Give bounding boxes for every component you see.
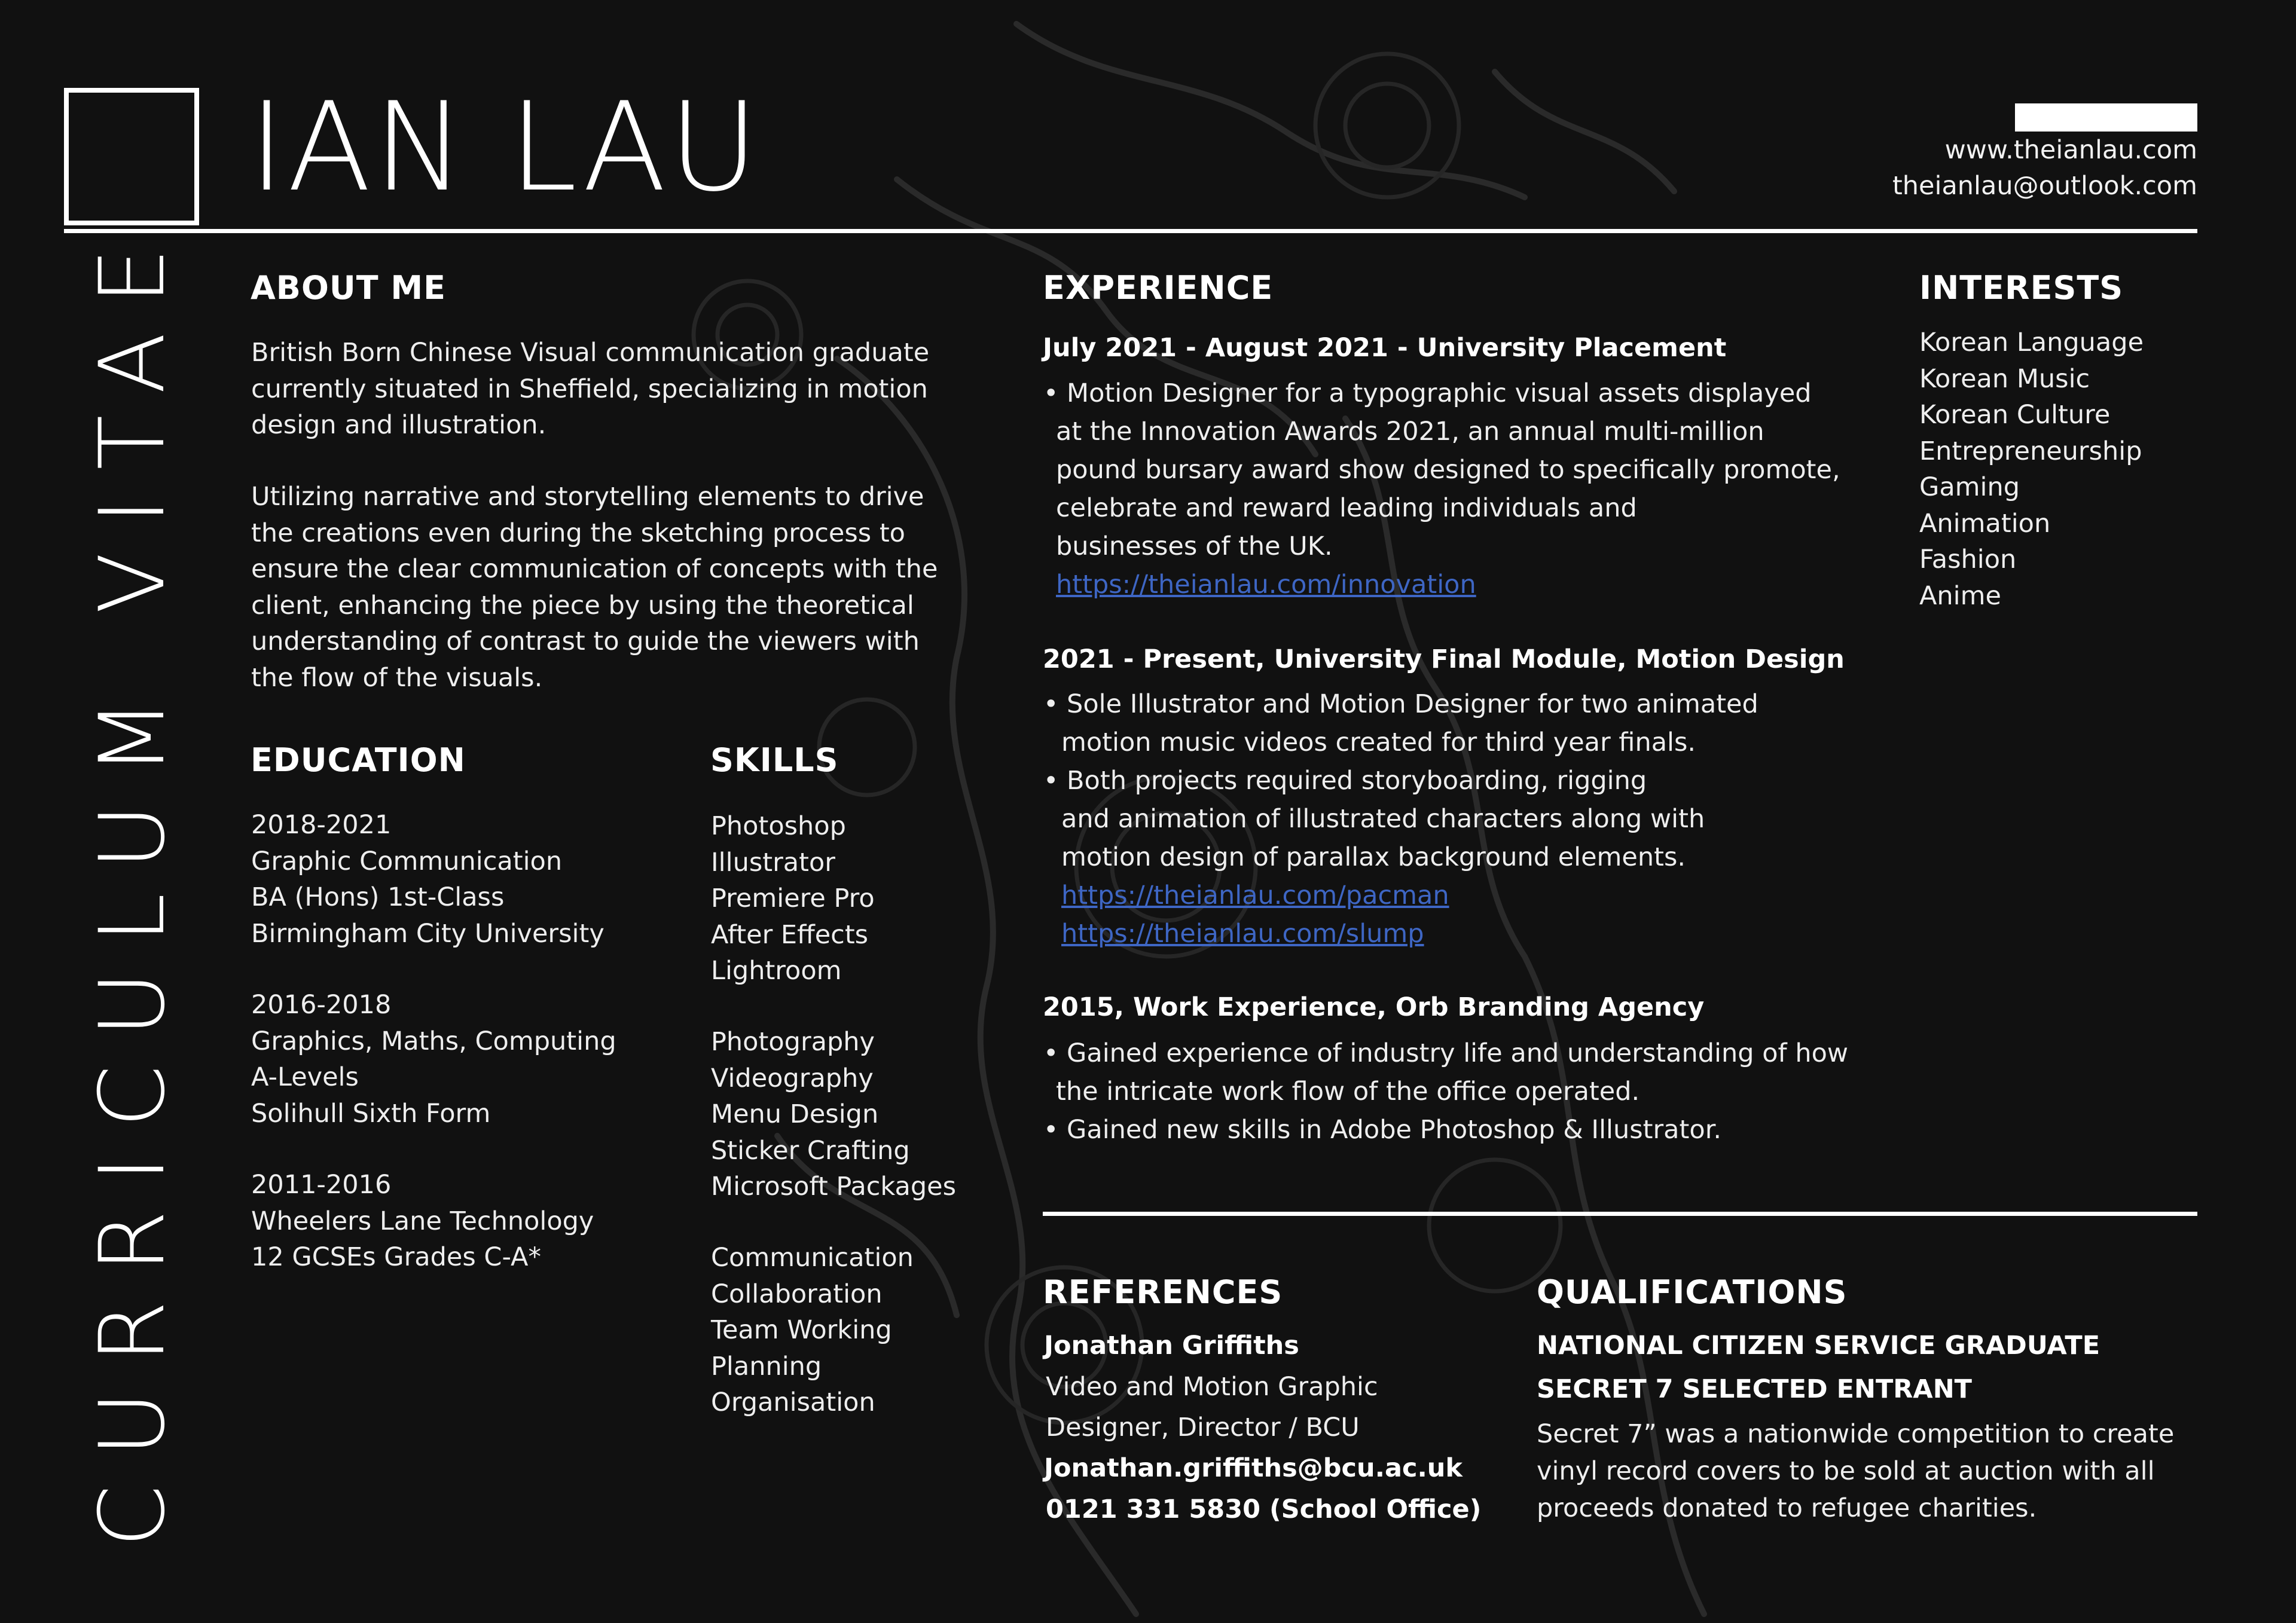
education-entry xyxy=(251,807,604,952)
text-line: understanding of contrast to guide the viewers with xyxy=(251,626,920,656)
skill-item: Organisation xyxy=(711,1387,875,1417)
interest-item: Korean Language xyxy=(1919,328,2144,357)
job-line: motion music videos created for third year finals. xyxy=(1061,728,1696,757)
interest-item: Animation xyxy=(1919,508,2051,539)
education-line: Graphics, Maths, Computing xyxy=(251,1026,616,1056)
reference-email[interactable]: Jonathan.griffiths@bcu.ac.uk xyxy=(1044,1453,1463,1483)
job-title: July 2021 - August 2021 - University Placement xyxy=(1043,333,1727,363)
job-line: • Gained new skills in Adobe Photoshop & Illustrator. xyxy=(1043,1115,1722,1145)
job-line: and animation of illustrated characters along with xyxy=(1061,804,1705,834)
references-heading: REFERENCES xyxy=(1043,1273,1283,1311)
qualification-title: SECRET 7 SELECTED ENTRANT xyxy=(1537,1374,1973,1404)
education-line: Graphic Communication xyxy=(251,846,563,876)
vertical-title-text: CURRICULUM VITAE xyxy=(81,219,185,1548)
qualification-title: NATIONAL CITIZEN SERVICE GRADUATE xyxy=(1537,1331,2100,1361)
contact-bar xyxy=(2015,103,2197,132)
reference-role: Video and Motion Graphic xyxy=(1046,1372,1378,1402)
education-heading: EDUCATION xyxy=(251,741,466,779)
job-description xyxy=(1043,374,1840,604)
education-years: 2011-2016 xyxy=(251,1170,392,1200)
skill-item: Communication xyxy=(711,1243,914,1273)
skill-item: Videography xyxy=(711,1063,874,1093)
job-line: at the Innovation Awards 2021, an annual multi-million xyxy=(1056,417,1764,447)
interest-item: Entrepreneurship xyxy=(1919,436,2142,466)
about-paragraph-1 xyxy=(251,335,929,444)
job-title: 2021 - Present, University Final Module, Motion Design xyxy=(1043,644,1845,674)
job-line: motion design of parallax background elements. xyxy=(1061,842,1686,872)
text-line: vinyl record covers to be sold at auction with all xyxy=(1537,1456,2155,1486)
skill-item: Microsoft Packages xyxy=(711,1172,956,1202)
section-divider xyxy=(1043,1212,2197,1216)
interest-item: Anime xyxy=(1919,580,2001,611)
skill-item: Planning xyxy=(711,1351,822,1381)
education-entry xyxy=(251,1167,594,1276)
interest-item: Fashion xyxy=(1919,545,2017,574)
portfolio-link-innovation[interactable]: https://theianlau.com/innovation xyxy=(1056,570,1476,600)
job-line: • Sole Illustrator and Motion Designer for two animated xyxy=(1043,689,1758,719)
text-line: British Born Chinese Visual communication graduate xyxy=(251,338,930,368)
about-heading: ABOUT ME xyxy=(251,269,446,307)
skill-item: Illustrator xyxy=(711,847,835,878)
reference-phone: 0121 331 5830 (School Office) xyxy=(1046,1494,1482,1524)
skill-item: Sticker Crafting xyxy=(711,1135,910,1166)
text-line: Secret 7” was a nationwide competition to create xyxy=(1537,1419,2175,1449)
skills-group xyxy=(711,1240,914,1421)
interest-item: Korean Music xyxy=(1919,363,2090,394)
text-line: the flow of the visuals. xyxy=(251,662,543,693)
text-line: ensure the clear communication of concepts with the xyxy=(251,554,938,584)
text-line: currently situated in Sheffield, specializing in motion xyxy=(251,374,928,404)
portfolio-link-slump[interactable]: https://theianlau.com/slump xyxy=(1061,919,1424,949)
qualification-description xyxy=(1537,1416,2174,1527)
job-line: • Both projects required storyboarding, rigging xyxy=(1043,766,1647,796)
skill-item: Team Working xyxy=(711,1315,892,1345)
text-line: Utilizing narrative and storytelling elements to drive xyxy=(251,482,924,512)
job-title: 2015, Work Experience, Orb Branding Agency xyxy=(1043,992,1705,1022)
website-link[interactable]: www.theianlau.com xyxy=(1944,135,2197,165)
portfolio-link-pacman[interactable]: https://theianlau.com/pacman xyxy=(1061,881,1449,910)
job-description xyxy=(1043,1034,1848,1149)
qualifications-heading: QUALIFICATIONS xyxy=(1537,1273,1848,1311)
skill-item: After Effects xyxy=(711,919,869,950)
job-line: the intricate work flow of the office operated. xyxy=(1056,1077,1640,1107)
text-line: proceeds donated to refugee charities. xyxy=(1537,1493,2037,1523)
education-line: 12 GCSEs Grades C-A* xyxy=(251,1242,541,1272)
interest-item: Gaming xyxy=(1919,472,2020,502)
text-line: client, enhancing the piece by using the theoretical xyxy=(251,590,914,621)
education-line: Wheelers Lane Technology xyxy=(251,1206,594,1236)
skill-item: Photography xyxy=(711,1027,875,1057)
skill-item: Premiere Pro xyxy=(711,884,875,913)
job-line: celebrate and reward leading individuals and xyxy=(1056,493,1637,523)
header-divider xyxy=(64,229,2197,233)
skills-group xyxy=(711,1024,956,1205)
job-line: • Gained experience of industry life and understanding of how xyxy=(1043,1038,1849,1068)
logo-square xyxy=(64,88,199,225)
education-years: 2018-2021 xyxy=(251,810,392,840)
skills-group xyxy=(711,808,875,989)
skill-item: Menu Design xyxy=(711,1099,879,1129)
job-line: pound bursary award show designed to specifically promote, xyxy=(1056,455,1840,485)
job-line: businesses of the UK. xyxy=(1056,531,1333,561)
reference-name: Jonathan Griffiths xyxy=(1044,1331,1299,1361)
name-title: IAN LAU xyxy=(249,77,761,219)
education-entry xyxy=(251,987,616,1132)
reference-role: Designer, Director / BCU xyxy=(1046,1413,1360,1442)
interest-item: Korean Culture xyxy=(1919,400,2111,430)
skill-item: Lightroom xyxy=(711,956,842,986)
interests-list xyxy=(1919,325,2144,614)
text-line: the creations even during the sketching process to xyxy=(251,518,905,548)
text-line: design and illustration. xyxy=(251,410,546,440)
interests-heading: INTERESTS xyxy=(1919,269,2124,307)
skill-item: Collaboration xyxy=(711,1279,883,1309)
experience-heading: EXPERIENCE xyxy=(1043,269,1274,307)
job-description xyxy=(1043,685,1758,953)
education-line: Birmingham City University xyxy=(251,918,604,949)
job-line: • Motion Designer for a typographic visual assets displayed xyxy=(1043,378,1812,408)
email-link[interactable]: theianlau@outlook.com xyxy=(1892,171,2197,201)
about-paragraph-2 xyxy=(251,479,938,696)
skill-item: Photoshop xyxy=(711,811,846,841)
education-line: A-Levels xyxy=(251,1062,359,1092)
education-line: BA (Hons) 1st-Class xyxy=(251,882,505,912)
education-years: 2016-2018 xyxy=(251,990,392,1020)
skills-heading: SKILLS xyxy=(710,741,839,779)
education-line: Solihull Sixth Form xyxy=(251,1098,491,1129)
